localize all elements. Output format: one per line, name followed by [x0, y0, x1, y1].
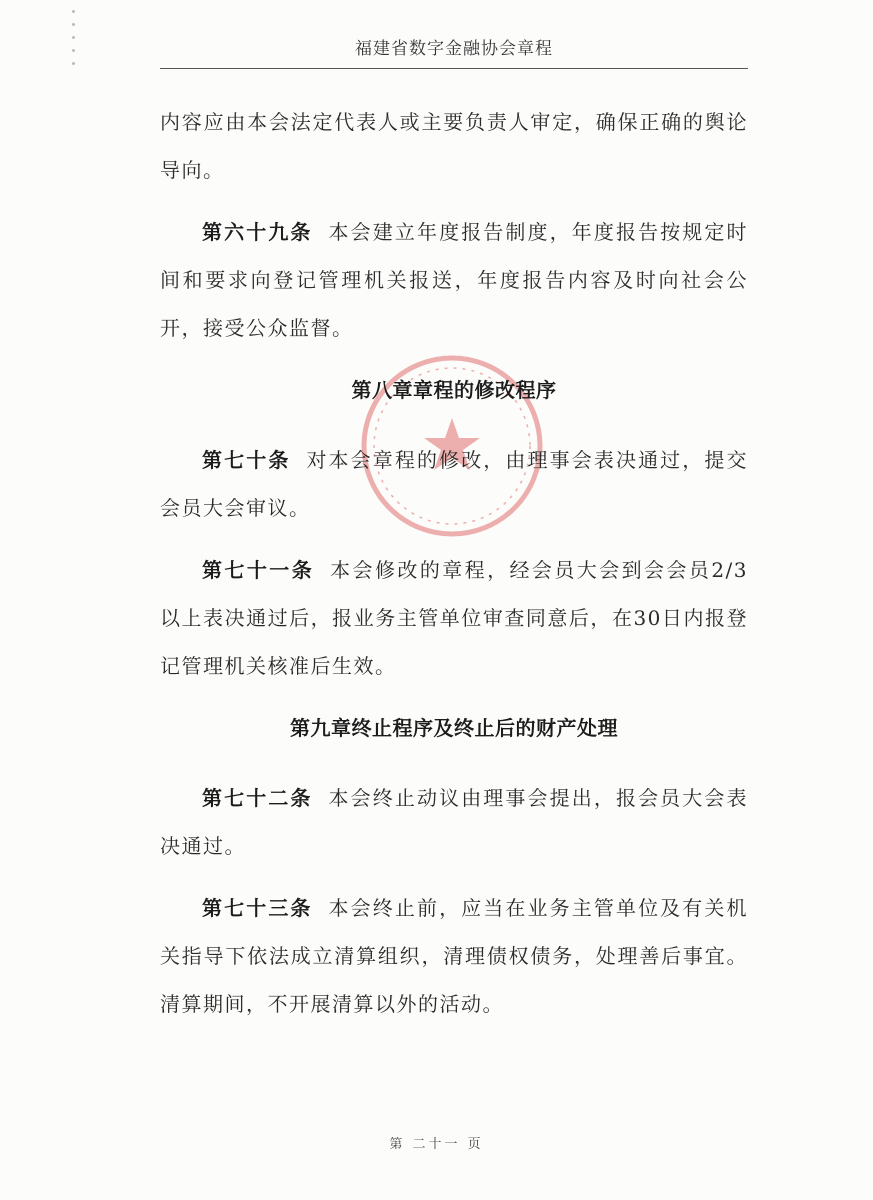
article-71: [160, 546, 748, 690]
article-69-title: 第六十九条: [202, 220, 313, 244]
article-73-title: 第七十三条: [202, 896, 313, 920]
article-72: [160, 774, 748, 870]
binding-holes: [70, 0, 80, 80]
header-rule: [160, 68, 748, 69]
article-72-title: 第七十二条: [202, 786, 313, 810]
paragraph-continuation: 内容应由本会法定代表人或主要负责人审定，确保正确的舆论导向。: [160, 110, 748, 182]
article-72-body: 本会终止动议由理事会提出，报会员大会表决通过。: [160, 786, 749, 858]
article-70-title: 第七十条: [202, 448, 291, 472]
chapter-8-heading: 第八章章程的修改程序: [351, 378, 557, 402]
document-header: 福建省数字金融协会章程: [355, 39, 553, 59]
chapter-9-heading: 第九章终止程序及终止后的财产处理: [290, 716, 618, 740]
article-70-body: 对本会章程的修改，由理事会表决通过，提交会员大会审议。: [160, 448, 749, 520]
page-number: 第 二十一 页: [389, 1137, 484, 1152]
article-71-title: 第七十一条: [202, 558, 315, 582]
article-69-body: 本会建立年度报告制度，年度报告按规定时间和要求向登记管理机关报送，年度报告内容及时向社会公开，接受公众监督。: [160, 220, 749, 340]
article-70: [160, 436, 748, 532]
article-73: [160, 884, 748, 1028]
document-body: [160, 98, 748, 1042]
article-73-body: 本会终止前，应当在业务主管单位及有关机关指导下依法成立清算组织，清理债权债务，处理善后事宜。清算期间，不开展清算以外的活动。: [160, 896, 749, 1016]
article-69: [160, 208, 748, 352]
article-71-body: 本会修改的章程，经会员大会到会会员2/3以上表决通过后，报业务主管单位审查同意后，在30日内报登记管理机关核准后生效。: [160, 558, 749, 678]
